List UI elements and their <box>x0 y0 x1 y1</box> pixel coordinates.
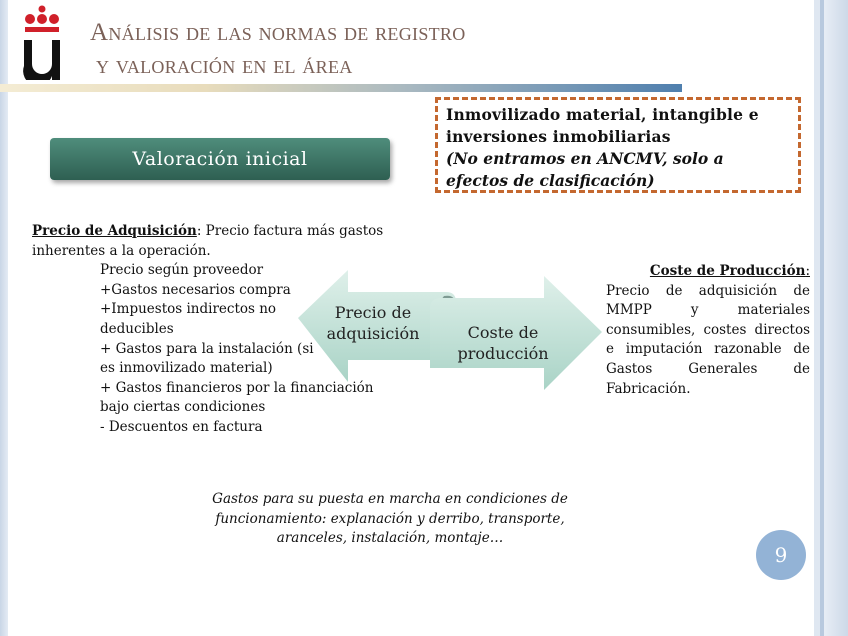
title-underline-bar <box>0 84 682 92</box>
valoracion-inicial-banner: Valoración inicial <box>50 138 390 180</box>
coste-produccion-heading: Coste de Producción <box>649 263 806 279</box>
coste-produccion-body: Precio de adquisición de MMPP y materiales consumibles, costes directos e imputación razonable de Gastos Generales de Fabricación. <box>606 282 810 397</box>
list-item: +Gastos necesarios compra <box>100 281 291 298</box>
list-item: +Impuestos indirectos no deducibles <box>100 301 277 337</box>
precio-adquisicion-heading: Precio de Adquisición <box>32 223 197 239</box>
list-item: - Descuentos en factura <box>100 418 263 435</box>
page-number-badge: 9 <box>756 530 806 580</box>
list-item: + Gastos financieros por la financiación bajo ciertas condiciones <box>100 379 374 416</box>
title-line-2: y valoración en el área <box>96 52 353 79</box>
footnote-text: Gastos para su puesta en marcha en condiciones de funcionamiento: explanación y derribo, transporte, aranceles, instalación, montaje… <box>212 491 568 547</box>
slide-right-border <box>814 0 848 636</box>
coste-produccion-text <box>606 262 810 399</box>
right-arrow-label: Coste de producción <box>457 323 549 363</box>
slide-left-border <box>0 0 8 636</box>
note-line-1: Inmovilizado material, intangible e <box>446 105 759 124</box>
note-line-2: inversiones inmobiliarias <box>446 127 671 146</box>
left-arrow-label: Precio de adquisición <box>326 303 420 343</box>
note-line-4: efectos de clasificación) <box>446 171 655 190</box>
precio-adquisicion-intro: : Precio factura más gastos inherentes a la operación. <box>32 223 384 259</box>
heading-colon: : <box>805 263 810 279</box>
list-item: Precio según proveedor <box>100 262 264 279</box>
university-logo-icon <box>22 4 62 80</box>
title-line-1: Análisis de las normas de registro <box>90 19 466 46</box>
note-line-3: (No entramos en ANCMV, solo a <box>446 149 724 168</box>
list-item: + Gastos para la instalación (si es inmovilizado material) <box>100 340 314 377</box>
scope-note-box <box>435 97 801 193</box>
slide-title <box>90 16 466 82</box>
